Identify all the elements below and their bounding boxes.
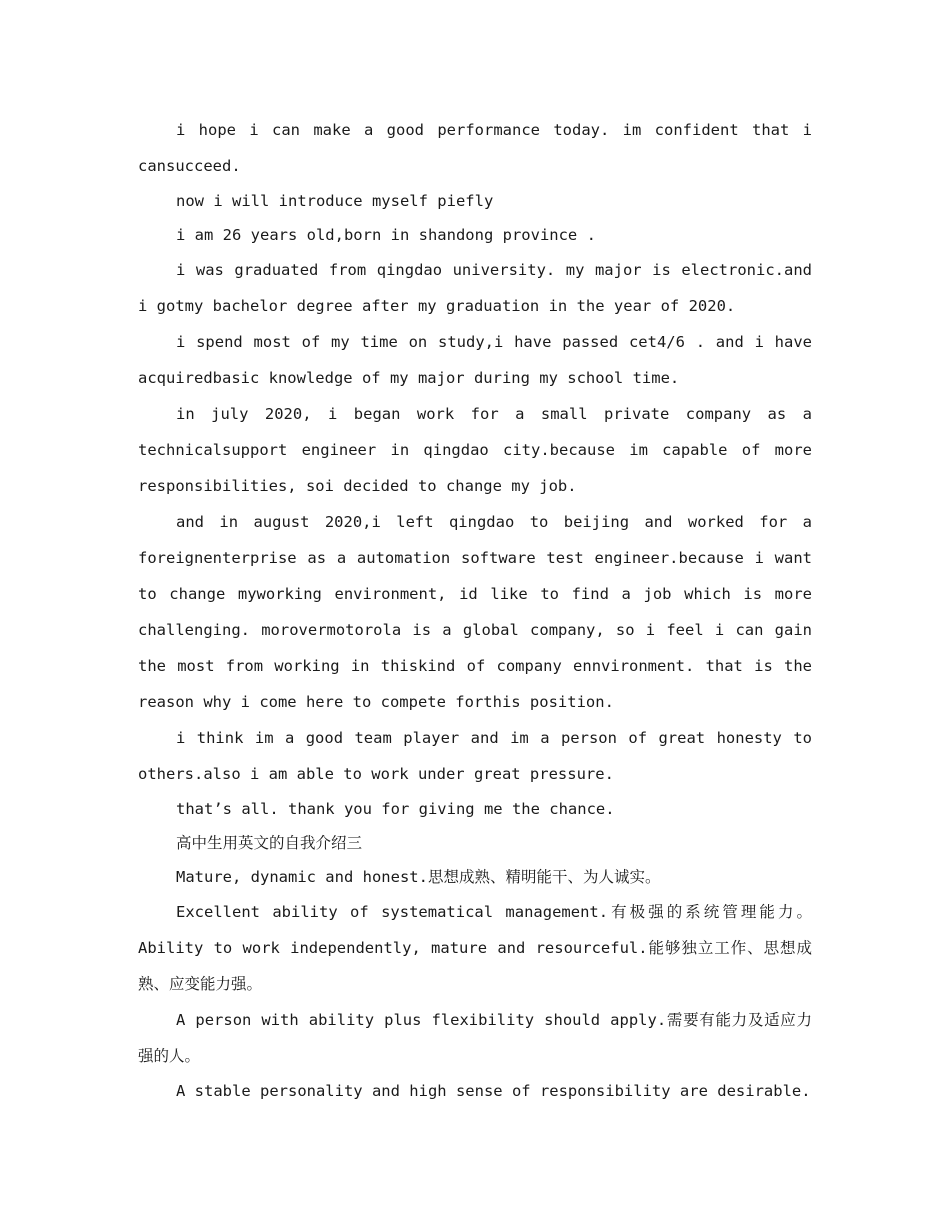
- paragraph-8: i think im a good team player and im a person of great honesty to others.also i am able to work under great pressure.: [138, 729, 812, 783]
- paragraph-1: i hope i can make a good performance today. im confident that i cansucceed.: [138, 121, 812, 175]
- paragraph-12: A person with ability plus flexibility should apply.需要有能力及适应力强的人。: [138, 1011, 812, 1065]
- paragraph-3: i am 26 years old,born in shandong province .: [176, 226, 596, 244]
- paragraph-5: i spend most of my time on study,i have passed cet4/6 . and i have acquiredbasic knowledge of my major during my school time.: [138, 333, 812, 387]
- document-body: [138, 112, 812, 1108]
- paragraph-13: A stable personality and high sense of responsibility are desirable.: [176, 1082, 811, 1100]
- section-heading: 高中生用英文的自我介绍三: [176, 834, 363, 852]
- paragraph-2: now i will introduce myself piefly: [176, 192, 494, 210]
- paragraph-11: Excellent ability of systematical management.有极强的系统管理能力。Ability to work independently, mature and resourceful.能够独立工作、思想成熟、应变能力强。: [138, 903, 812, 993]
- paragraph-6: in july 2020, i began work for a small private company as a technicalsupport engineer in qingdao city.because im capable of more responsibilities, soi decided to change my job.: [138, 405, 812, 495]
- paragraph-4: i was graduated from qingdao university. my major is electronic.and i gotmy bachelor degree after my graduation in the year of 2020.: [138, 261, 812, 315]
- paragraph-10: Mature, dynamic and honest.思想成熟、精明能干、为人诚实。: [176, 868, 661, 886]
- paragraph-9: that’s all. thank you for giving me the chance.: [176, 800, 615, 818]
- paragraph-7: and in august 2020,i left qingdao to beijing and worked for a foreignenterprise as a automation software test engineer.because i want to change myworking environment, id like to find a job which is more challenging. morovermotorola is a global company, so i feel i can gain the most from working in thiskind of company ennvironment. that is the reason why i come here to compete forthis position.: [138, 513, 812, 711]
